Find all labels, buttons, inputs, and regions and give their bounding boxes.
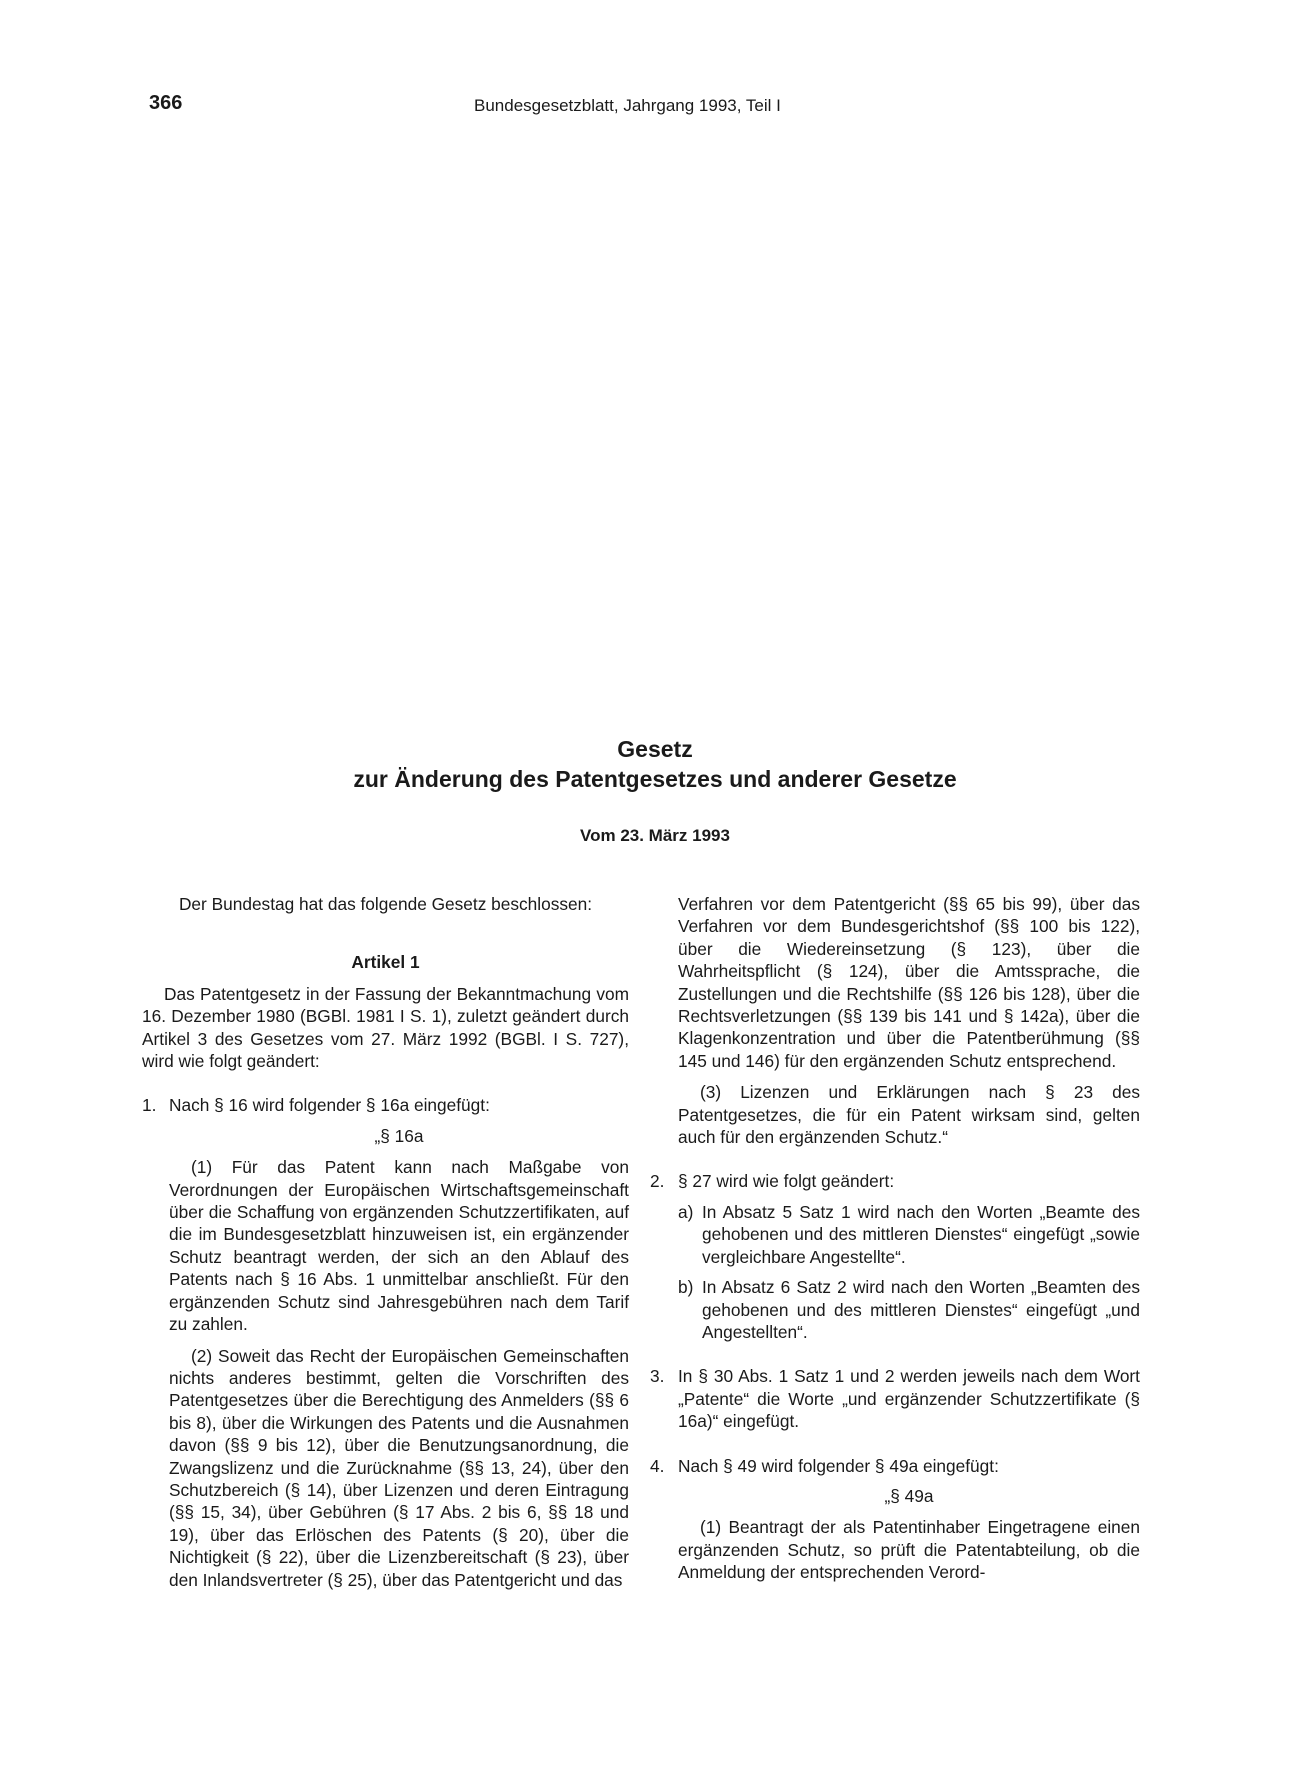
sub-item-number: a) [678, 1201, 694, 1222]
section-heading [142, 1125, 629, 1147]
enactment-clause: Der Bundestag hat das folgende Gesetz beschlossen: [178, 894, 593, 914]
item-text: Nach § 16 wird folgender § 16a eingefügt: [169, 1095, 490, 1116]
paragraph: (2) Soweit das Recht der Europäischen Gemeinschaften nichts anderes bestimmt, gelten die Vorschriften des Patentgesetzes über die Berechtigung des Anmelders (§§ 6 bis 8), über die Wirkungen des Patents und die Ausnahmen davon (§§ 9 bis 12), über die Benutzungsanordnung, die Zwangslizenz und die Zurücknahme (§§ 13, 24), über den Schutzbereich (§ 14), über Lizenzen und deren Eintragung (§§ 15, 34), über Gebühren (§ 17 Abs. 2 bis 6, §§ 18 und 19), über das Erlöschen des Patents (§ 20), über die Nichtigkeit (§ 22), über die Lizenzbereitschaft (§ 23), über den Inlandsvertreter (§ 25), über das Patentgericht und das [169, 1345, 629, 1590]
item-text: Nach § 49 wird folgender § 49a eingefügt: [678, 1455, 999, 1476]
title-line-1: Gesetz [617, 736, 693, 762]
paragraph: (1) Für das Patent kann nach Maßgabe von Verordnungen der Europäischen Wirtschaftsgemeinschaft über die Schaffung von ergänzenden Schutzzertifikaten, auf die im Bundesgesetzblatt hinzuweisen ist, ein ergänzender Schutz beantragt werden, der sich an den Ablauf des Patents nach § 16 Abs. 1 unmittelbar anschließt. Für den ergänzenden Schutz sind Jahresgebühren nach dem Tarif zu zahlen. [169, 1157, 629, 1335]
item-number: 1. [142, 1095, 157, 1116]
sub-item [678, 1276, 1140, 1343]
paragraph: (3) Lizenzen und Erklärungen nach § 23 des Patentgesetzes, die für ein Patent wirksam sind, gelten auch für den ergänzenden Schutz.“ [678, 1082, 1140, 1148]
law-title [0, 734, 1310, 794]
item-number: 3. [650, 1366, 665, 1387]
sub-item-text: In Absatz 5 Satz 1 wird nach den Worten „Beamte des gehobenen und des mittleren Dienstes“ eingefügt „sowie vergleichbare Angestellte“. [702, 1201, 1140, 1267]
page-number: 366 [149, 92, 183, 114]
title-line-2: zur Änderung des Patentgesetzes und anderer Gesetze [353, 766, 957, 792]
list-item [650, 1455, 1140, 1477]
paragraph: Verfahren vor dem Patentgericht (§§ 65 bis 99), über das Verfahren vor dem Bundesgerichtshof (§§ 100 bis 122), über die Wiedereinsetzung (§ 123), über die Wahrheitspflicht (§ 124), über die Amtssprache, die Zustellungen und die Rechtshilfe (§§ 126 bis 128), über die Rechtsverletzungen (§§ 139 bis 141 und § 142a), über die Klagenkonzentration und über die Patentberühmung (§§ 145 und 146) für den ergänzenden Schutz entsprechend. [678, 894, 1140, 1071]
item-number: 4. [650, 1455, 665, 1476]
section-16a-heading: „§ 16a [374, 1125, 424, 1146]
section-49a-heading: „§ 49a [884, 1485, 934, 1506]
item-text: § 27 wird wie folgt geändert: [678, 1171, 895, 1192]
running-head: Bundesgesetzblatt, Jahrgang 1993, Teil I [474, 96, 781, 115]
left-column [142, 893, 629, 1591]
list-item [142, 1094, 629, 1116]
list-item [650, 1170, 1140, 1192]
item-number: 2. [650, 1171, 665, 1192]
law-date: Vom 23. März 1993 [580, 826, 730, 845]
list-item [650, 1365, 1140, 1432]
sub-item-number: b) [678, 1277, 694, 1298]
right-column [650, 893, 1140, 1584]
paragraph: (1) Beantragt der als Patentinhaber Eingetragene einen ergänzenden Schutz, so prüft die Patentabteilung, ob die Anmeldung der entsprechenden Verord- [678, 1517, 1140, 1583]
sub-item-text: In Absatz 6 Satz 2 wird nach den Worten „Beamten des gehobenen und des mittleren Dienstes“ eingefügt „und Angestellten“. [702, 1277, 1140, 1342]
sub-item [678, 1201, 1140, 1268]
section-body [142, 1156, 629, 1591]
article-intro: Das Patentgesetz in der Fassung der Bekanntmachung vom 16. Dezember 1980 (BGBl. 1981 I S. 1), zuletzt geändert durch Artikel 3 des Gesetzes vom 27. März 1992 (BGBl. I S. 727), wird wie folgt geändert: [142, 983, 629, 1072]
article-heading: Artikel 1 [351, 952, 420, 973]
item-text: In § 30 Abs. 1 Satz 1 und 2 werden jeweils nach dem Wort „Patente“ die Worte „und ergänzender Schutzzertifikate (§ 16a)“ eingefügt. [678, 1366, 1140, 1432]
